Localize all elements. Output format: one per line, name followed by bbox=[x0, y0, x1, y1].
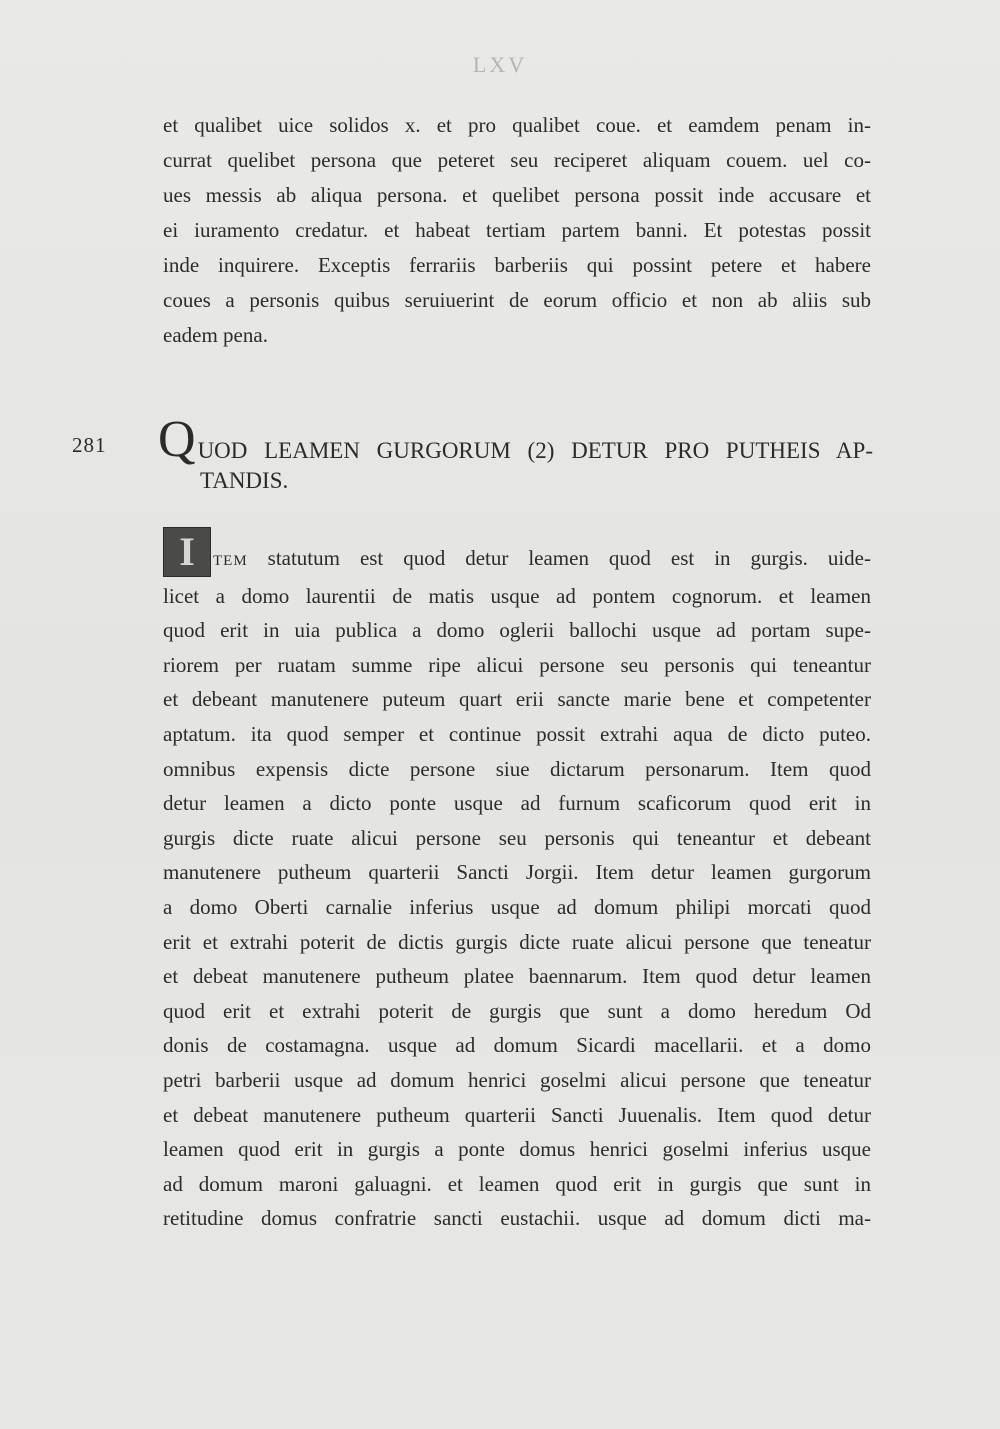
text-line: quod erit et extrahi poterit de gurgis que sunt a domo heredum Od bbox=[163, 998, 871, 1023]
text-line: manutenere putheum quarterii Sancti Jorgii. Item detur leamen gurgorum bbox=[163, 860, 871, 885]
text-line: inde inquirere. Exceptis ferrariis barberiis qui possint petere et habere bbox=[163, 253, 871, 277]
text-line: riorem per ruatam summe ripe alicui persone seu personis qui teneantur bbox=[163, 652, 871, 677]
drop-cap-letter: I bbox=[179, 529, 195, 574]
section-body bbox=[163, 541, 871, 1236]
text-line: retitudine domus confratrie sancti eustachii. usque ad domum dicti ma- bbox=[163, 1206, 871, 1231]
heading-line: UOD LEAMEN GURGORUM (2) DETUR PRO PUTHEIS AP- bbox=[197, 438, 873, 463]
text-line: leamen quod erit in gurgis a ponte domus henrici goselmi inferius usque bbox=[163, 1137, 871, 1162]
page-number: LXV bbox=[472, 52, 528, 77]
section-number: 281 bbox=[72, 433, 107, 457]
text-line: TEM statutum est quod detur leamen quod est in gurgis. uide- bbox=[213, 546, 871, 570]
text-line: ues messis ab aliqua persona. et quelibet persona possit inde accusare et bbox=[163, 183, 871, 207]
text-line: petri barberii usque ad domum henrici goselmi alicui persone que teneatur bbox=[163, 1067, 871, 1092]
text-line: erit et extrahi poterit de dictis gurgis dicte ruate alicui persone que teneatur bbox=[163, 929, 871, 954]
text-line: detur leamen a dicto ponte usque ad furnum scaficorum quod erit in bbox=[163, 791, 871, 816]
top-paragraph bbox=[163, 108, 871, 353]
text-line: et debeant manutenere puteum quart erii sancte marie bene et competenter bbox=[163, 687, 871, 712]
text-line: currat quelibet persona que peteret seu reciperet aliquam couem. uel co- bbox=[163, 148, 871, 172]
heading-initial: Q bbox=[158, 411, 196, 468]
text-line: coues a personis quibus seruiuerint de eorum officio et non ab aliis sub bbox=[163, 288, 871, 312]
text-line: a domo Oberti carnalie inferius usque ad domum philipi morcati quod bbox=[163, 894, 871, 919]
text-line: ad domum maroni galuagni. et leamen quod erit in gurgis que sunt in bbox=[163, 1171, 871, 1196]
text-line: quod erit in uia publica a domo oglerii ballochi usque ad portam supe- bbox=[163, 618, 871, 643]
text-line: eadem pena. bbox=[163, 323, 268, 347]
text-line: ei iuramento credatur. et habeat tertiam partem banni. Et potestas possit bbox=[163, 218, 871, 242]
text-line: et debeat manutenere putheum platee baennarum. Item quod detur leamen bbox=[163, 964, 871, 989]
text-line: donis de costamagna. usque ad domum Sicardi macellarii. et a domo bbox=[163, 1033, 871, 1058]
text-line: et qualibet uice solidos x. et pro qualibet coue. et eamdem penam in- bbox=[163, 113, 871, 137]
first-word: TEM bbox=[213, 553, 248, 569]
text-line: gurgis dicte ruate alicui persone seu personis qui teneantur et debeant bbox=[163, 825, 871, 850]
text-line: aptatum. ita quod semper et continue possit extrahi aqua de dicto puteo. bbox=[163, 721, 871, 746]
text-line: licet a domo laurentii de matis usque ad pontem cognorum. et leamen bbox=[163, 583, 871, 608]
text-line: omnibus expensis dicte persone siue dictarum personarum. Item quod bbox=[163, 756, 871, 781]
heading-line: TANDIS. bbox=[200, 468, 289, 493]
section-heading bbox=[158, 411, 873, 496]
text-line: et debeat manutenere putheum quarterii Sancti Juuenalis. Item quod detur bbox=[163, 1102, 871, 1127]
